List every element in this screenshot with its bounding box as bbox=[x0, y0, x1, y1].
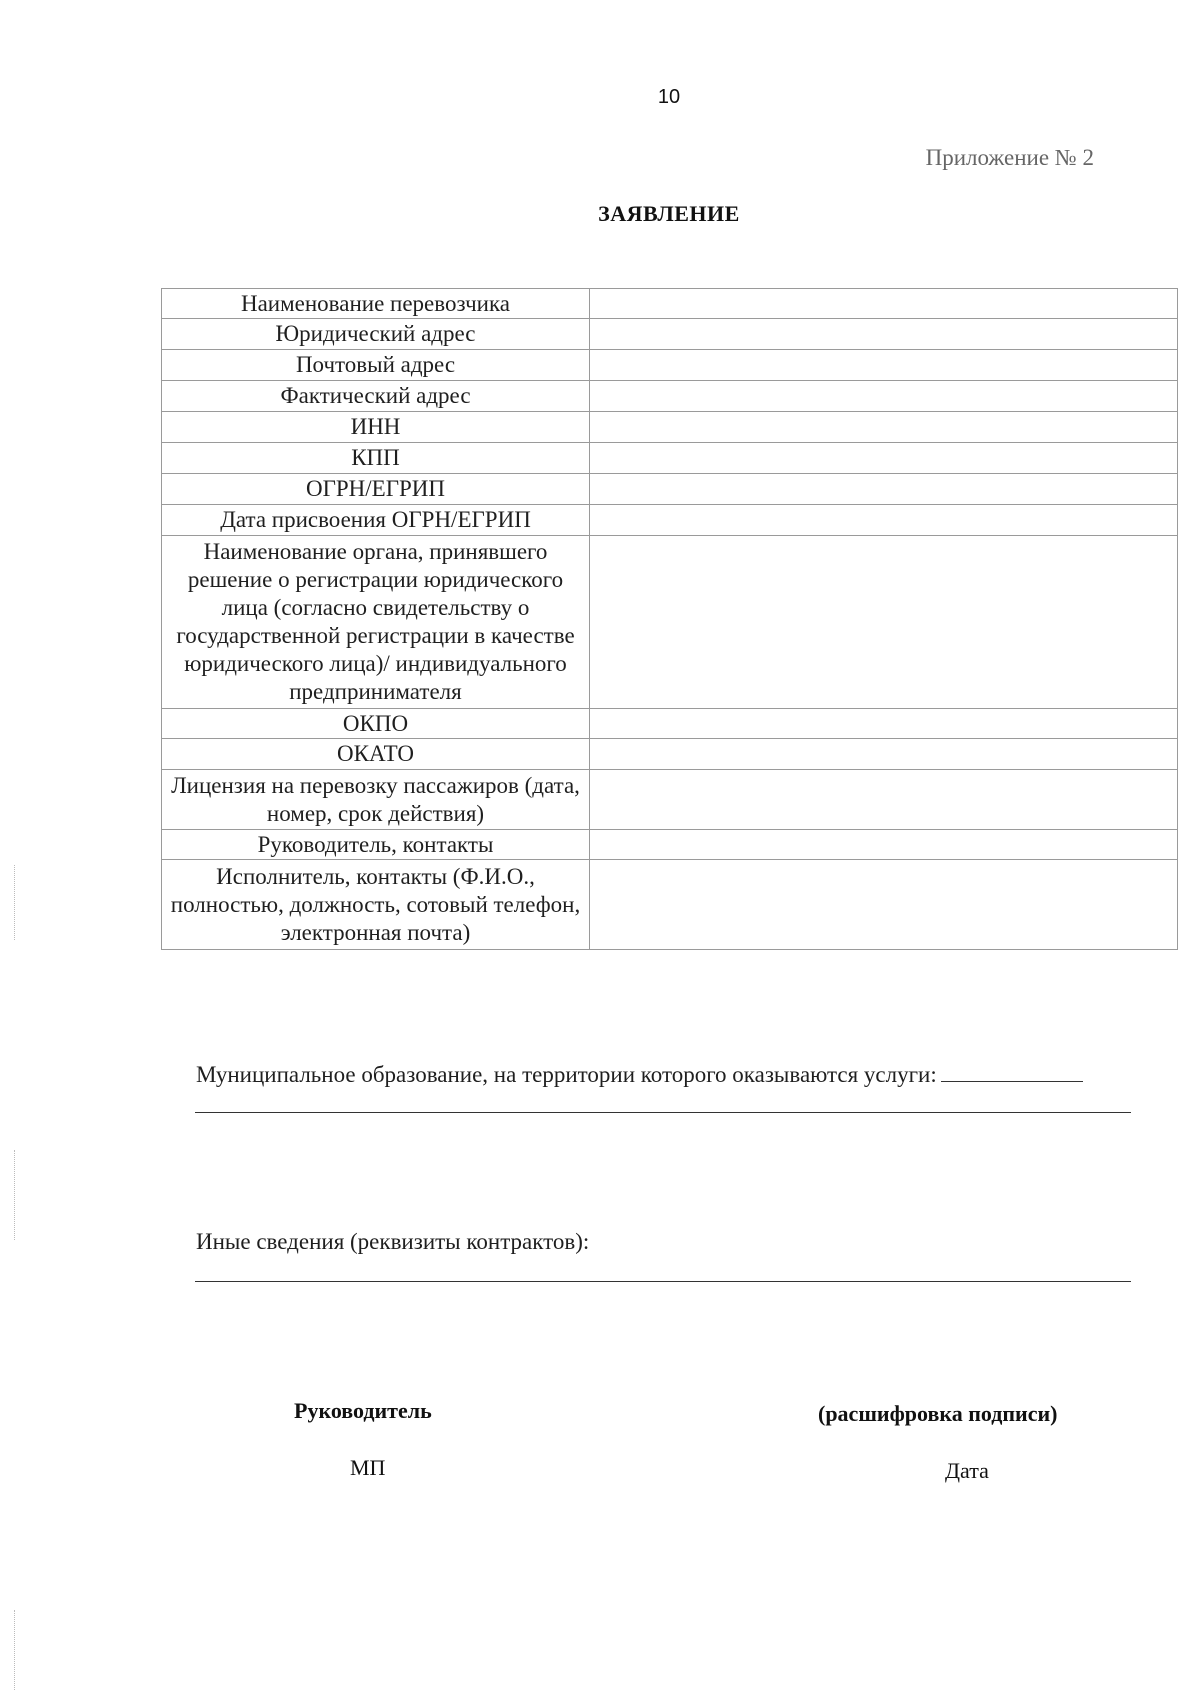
municipality-blank[interactable] bbox=[941, 1063, 1083, 1082]
table-row bbox=[162, 830, 1178, 860]
applicant-info-table bbox=[161, 288, 1178, 950]
field-value[interactable] bbox=[590, 319, 1178, 350]
other-info-line bbox=[196, 1229, 589, 1255]
field-label: Лицензия на перевозку пассажиров (дата, номер, срок действия) bbox=[162, 770, 590, 830]
field-value[interactable] bbox=[590, 443, 1178, 474]
field-label: ОКАТО bbox=[162, 739, 590, 770]
municipality-underline[interactable] bbox=[195, 1112, 1131, 1113]
table-row bbox=[162, 739, 1178, 770]
field-label: Наименование органа, принявшего решение о регистрации юридического лица (согласно свидетельству о государственной регистрации в качестве юридического лица)/ индивидуального предпринимателя bbox=[162, 536, 590, 709]
field-label: КПП bbox=[162, 443, 590, 474]
page-number: 10 bbox=[657, 86, 681, 108]
field-value[interactable] bbox=[590, 860, 1178, 950]
scan-margin-marks bbox=[14, 865, 17, 940]
table-row bbox=[162, 536, 1178, 709]
field-value[interactable] bbox=[590, 412, 1178, 443]
table-row bbox=[162, 443, 1178, 474]
field-value[interactable] bbox=[590, 474, 1178, 505]
document-title: ЗАЯВЛЕНИЕ bbox=[598, 201, 740, 226]
municipality-label: Муниципальное образование, на территории которого оказываются услуги: bbox=[196, 1062, 937, 1087]
field-value[interactable] bbox=[590, 381, 1178, 412]
field-label: Руководитель, контакты bbox=[162, 830, 590, 860]
appendix-label: Приложение № 2 bbox=[925, 145, 1094, 170]
other-info-label: Иные сведения (реквизиты контрактов): bbox=[196, 1229, 590, 1254]
field-label: ОКПО bbox=[162, 709, 590, 739]
head-signature-label: Руководитель bbox=[294, 1398, 432, 1423]
field-label: Юридический адрес bbox=[162, 319, 590, 350]
field-label: Почтовый адрес bbox=[162, 350, 590, 381]
field-value[interactable] bbox=[590, 709, 1178, 739]
scan-margin-marks bbox=[14, 1150, 17, 1240]
stamp-label: МП bbox=[350, 1455, 386, 1480]
field-label: ОГРН/ЕГРИП bbox=[162, 474, 590, 505]
field-label: Фактический адрес bbox=[162, 381, 590, 412]
field-label: Дата присвоения ОГРН/ЕГРИП bbox=[162, 505, 590, 536]
table-row bbox=[162, 412, 1178, 443]
municipality-line bbox=[196, 1062, 1083, 1088]
table-row bbox=[162, 289, 1178, 319]
table-row bbox=[162, 770, 1178, 830]
table-row bbox=[162, 381, 1178, 412]
field-value[interactable] bbox=[590, 289, 1178, 319]
field-value[interactable] bbox=[590, 505, 1178, 536]
table-row bbox=[162, 505, 1178, 536]
field-label: Исполнитель, контакты (Ф.И.О., полностью, должность, сотовый телефон, электронная почта) bbox=[162, 860, 590, 950]
table-row bbox=[162, 709, 1178, 739]
table-row bbox=[162, 350, 1178, 381]
field-value[interactable] bbox=[590, 770, 1178, 830]
table-row bbox=[162, 860, 1178, 950]
date-label: Дата bbox=[945, 1458, 989, 1483]
table-row bbox=[162, 474, 1178, 505]
field-value[interactable] bbox=[590, 739, 1178, 770]
field-label: Наименование перевозчика bbox=[162, 289, 590, 319]
field-value[interactable] bbox=[590, 830, 1178, 860]
field-value[interactable] bbox=[590, 350, 1178, 381]
other-info-underline[interactable] bbox=[195, 1281, 1131, 1282]
signature-decoding-label: (расшифровка подписи) bbox=[818, 1401, 1058, 1426]
field-value[interactable] bbox=[590, 536, 1178, 709]
scan-margin-marks bbox=[14, 1610, 17, 1690]
field-label: ИНН bbox=[162, 412, 590, 443]
table-row bbox=[162, 319, 1178, 350]
